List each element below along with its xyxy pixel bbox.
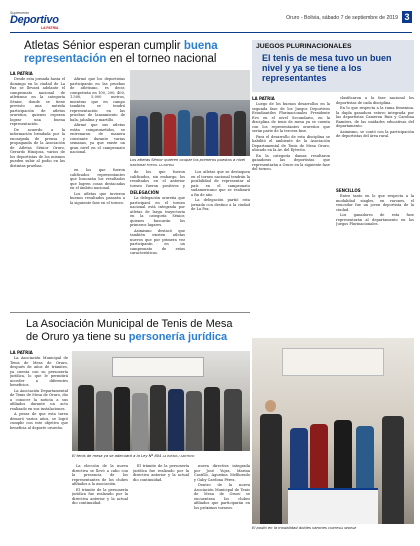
podium-photo	[252, 338, 414, 524]
caption-text: El tenis de mesa ya se adecuará a la Ley Nº 804	[72, 454, 162, 458]
member-figure	[186, 391, 202, 451]
paragraph: en los que fueron calificados representantes que buscarán los resultados que logren cosas destacadas en el ámbito nacional.	[70, 168, 125, 190]
paragraph: Asimismo destacó que también existen atletas nuevos que por primera vez participarán en un campeonato de estas características.	[130, 228, 185, 255]
paragraph: nueva directiva integrada por José Yujra, Marina Castillo, Agustina Melfiorado y Gaby Cardona Pérez.	[194, 464, 250, 482]
article-column	[252, 102, 330, 334]
article-source: LA PATRIA	[10, 71, 33, 76]
kicker: JUEGOS PLURINACIONALES	[256, 43, 352, 50]
table-tennis-photo	[72, 351, 250, 451]
paragraph: Para el desarrollo de esta disciplina se habilitó el ambiente de la Asociación Departamental de Tenis de Mesa Oruro, ubicado en la Av. del Ejército.	[252, 134, 330, 152]
athlete-figure	[206, 112, 218, 156]
official-figure	[260, 414, 282, 524]
headline-line-2	[24, 53, 216, 65]
supplement-logo	[10, 11, 70, 31]
photo-caption	[72, 454, 250, 459]
paragraph: Asimismo, se contó con la participación de deportistas del área rural.	[336, 129, 414, 138]
photo-sky	[130, 70, 250, 100]
athlete-figure	[220, 114, 232, 156]
paragraph: De acuerdo a la información brindada por la encargada de prensa y propaganda de la Asociación de Atletas Sénior Oruro, Gerardo Hinojosa, varios de los deportistas de los mismos pueden subir al podio en las distintas pruebas.	[10, 127, 65, 168]
member-figure	[224, 389, 242, 451]
athlete-figure	[178, 110, 190, 156]
photo-caption	[130, 158, 250, 167]
paragraph: Afirmó que los deportistas participarán en las pruebas de atletismo, es decir, competirán en 100, 200, 400, 1.500, 5.000 metros, mientras que en campo también se tendrá representación en las pruebas de lanzamiento de bala, jabalina y martillo.	[70, 77, 125, 122]
member-figure	[96, 391, 112, 451]
athletes-photo	[130, 70, 250, 156]
dateline: Oruro - Bolivia, sábado 7 de septiembre de 2019	[286, 15, 398, 21]
article-tenis-de-mesa-juegos	[252, 40, 414, 540]
headline-accent: representación	[24, 53, 107, 65]
caption-text: El podio en la modalidad dobles varones	[252, 526, 327, 530]
article-personeria-juridica	[10, 318, 250, 540]
headline-text: de Oruro ya tiene su	[26, 331, 126, 343]
paragraph: A pesar de que esta tarea demoró varios años, se logró cumplir con este objetivo que beneficia al deporte orureño.	[10, 412, 68, 430]
caption-text: Los atletas Sénior quieren ocupar los primeros puestos a nivel nacional	[130, 158, 246, 167]
member-figure	[114, 387, 130, 451]
paragraph: La delegación orureña que participará en el torneo nacional está integrada por atletas de larga trayectoria en la categoría Sénior, quienes buscarán los primeros lugares.	[130, 196, 185, 227]
logo-top-text: Suplemento	[10, 11, 30, 15]
athlete-figure	[234, 111, 246, 156]
paragraph: Los ganadores de esta fase representarán al departamento en los Juegos Plurinacionales.	[336, 213, 414, 226]
paragraph: Desde esta jornada hasta el domingo en la ciudad de La Paz se llevará adelante el campeonato nacional de atletismo en la categoría Sénior, donde se tiene previsto una nutrida participación de atletas orureños, quienes esperan lograr una buena representación.	[10, 77, 65, 126]
paragraph: de los que fueron calificados, sin embargo, los resultados en el anterior torneo fueron positivos y	[130, 170, 185, 188]
article-atletas-senior	[10, 40, 250, 318]
article-column	[72, 464, 128, 538]
section-heading: DELEGACIÓN	[130, 190, 159, 195]
banner-backdrop	[282, 348, 384, 376]
wall-banner	[112, 357, 204, 377]
headline: El tenis de mesa tuvo un buen nivel y ya se tiene a los representantes	[262, 53, 392, 83]
member-figure	[132, 393, 148, 451]
article-column	[336, 96, 414, 188]
section-rule	[10, 312, 250, 313]
paragraph: La Asociación Departamental de Tenis de Mesa de Oruro, dio a conocer la noticia a sus afiliados durante un acto realizado en sus instalaciones.	[10, 388, 68, 411]
article-column	[70, 168, 125, 280]
article-column	[10, 356, 68, 536]
member-figure	[78, 385, 94, 451]
paragraph: Entre tanto en lo que respecta a la modalidad singles, en varones, el vencedor fue un joven deportista de la ciudad.	[336, 194, 414, 212]
caption-credit: LA PATRIA / ARCHIVO	[162, 454, 195, 458]
article-column	[130, 170, 185, 188]
article-source: LA PATRIA	[10, 350, 33, 355]
page-header	[10, 11, 412, 31]
athlete-figure	[150, 112, 162, 156]
paragraph: clasificaron a la fase nacional los deportistas de cada disciplina.	[336, 96, 414, 105]
headline-line-1	[24, 40, 218, 52]
article-column	[10, 77, 65, 287]
member-figure	[168, 389, 184, 451]
head	[265, 400, 276, 412]
paragraph: El trámite de la personería jurídica fue realizado por la directiva anterior y la actual dio continuidad.	[133, 464, 189, 482]
article-column	[194, 464, 250, 538]
logo-main-text: Deportivo	[10, 14, 59, 26]
paragraph: Los atletas que se destaquen en el torneo nacional tendrán la posibilidad de representar al país en el campeonato sudamericano que se realizará a fin de año.	[191, 170, 250, 197]
paragraph: La Asociación Municipal de Tenis de Mesa de Oruro, después de años de trámites, ya cuenta con su personería jurídica, lo que le permitirá acceder a diferentes beneficios.	[10, 356, 68, 387]
headline-text: Atletas Sénior esperan cumplir	[24, 40, 181, 52]
podium-block	[288, 488, 378, 524]
headline-text: en el torneo nacional	[109, 53, 217, 65]
paragraph: Dentro de la nueva Asociación Municipal de Tenis de Mesa de Oruro se encuentran los clubes afiliados que participarán en los próximos torneos.	[194, 483, 250, 510]
paragraph: En la categoría damas resultaron ganadoras las deportistas que representarán a Oruro en la siguiente fase del torneo.	[252, 153, 330, 171]
paragraph: La delegación partió esta jornada con destino a la ciudad de La Paz.	[191, 198, 250, 211]
paragraph: En lo que respecta a la rama femenina, la dupla ganadora estuvo integrada por las deportistas Cameron Ruiz y Carolina Ramírez, de las unidades educativas del departamento.	[336, 106, 414, 128]
paragraph: El trámite de la personería jurídica fue realizado por la directiva anterior y la actual dio continuidad.	[72, 487, 128, 505]
athlete-figure	[136, 116, 148, 156]
athlete-figure	[164, 114, 176, 156]
member-figure	[204, 387, 220, 451]
article-column	[133, 464, 189, 538]
article-column	[336, 194, 414, 334]
official-figure	[382, 416, 404, 524]
athlete-figure	[192, 116, 204, 156]
article-column	[191, 170, 250, 282]
photo-caption	[252, 526, 414, 531]
header-rule	[10, 32, 412, 33]
headline-accent: personería jurídica	[128, 331, 228, 343]
paragraph: Luego de los buenos desarrollos en la segunda fase de los Juegos Deportivos Estudiantiles Plurinacionales Presidente Evo en el nivel Secundario, en la disciplina de tenis de mesa ya se cuenta con los representantes orureños que serán parte de la tercera fase.	[252, 102, 330, 133]
logo-sub-text: LA PATRIA	[41, 26, 59, 30]
paragraph: La elección de la nueva directiva se llevó a cabo con la presencia de los representantes de los clubes afiliados a la asociación.	[72, 464, 128, 486]
headline-banner	[252, 40, 414, 92]
headline-line-2	[26, 331, 227, 343]
caption-credit: FOTOS: LA PATRIA	[146, 162, 174, 167]
article-column	[130, 196, 185, 282]
headline-accent: buena	[183, 40, 218, 52]
member-figure	[150, 385, 166, 451]
section-heading: SENCILLOS	[336, 188, 361, 193]
paragraph: Los atletas que tuvieron buenos resultados pasarán a la siguiente fase en el torneo.	[70, 191, 125, 205]
page-number: 3	[402, 11, 412, 23]
paragraph: Afirmó que sus atletas están comprometidos, se entrenaron de manera constante durante varias semanas, ya que existe un gran nivel en el campeonato nacional.	[70, 123, 125, 154]
caption-credit: CORTESÍA SEDEGE	[328, 526, 357, 530]
headline-line-1: La Asociación Municipal de Tenis de Mesa	[26, 318, 233, 330]
article-column	[70, 77, 125, 165]
article-source: LA PATRIA	[252, 96, 275, 101]
